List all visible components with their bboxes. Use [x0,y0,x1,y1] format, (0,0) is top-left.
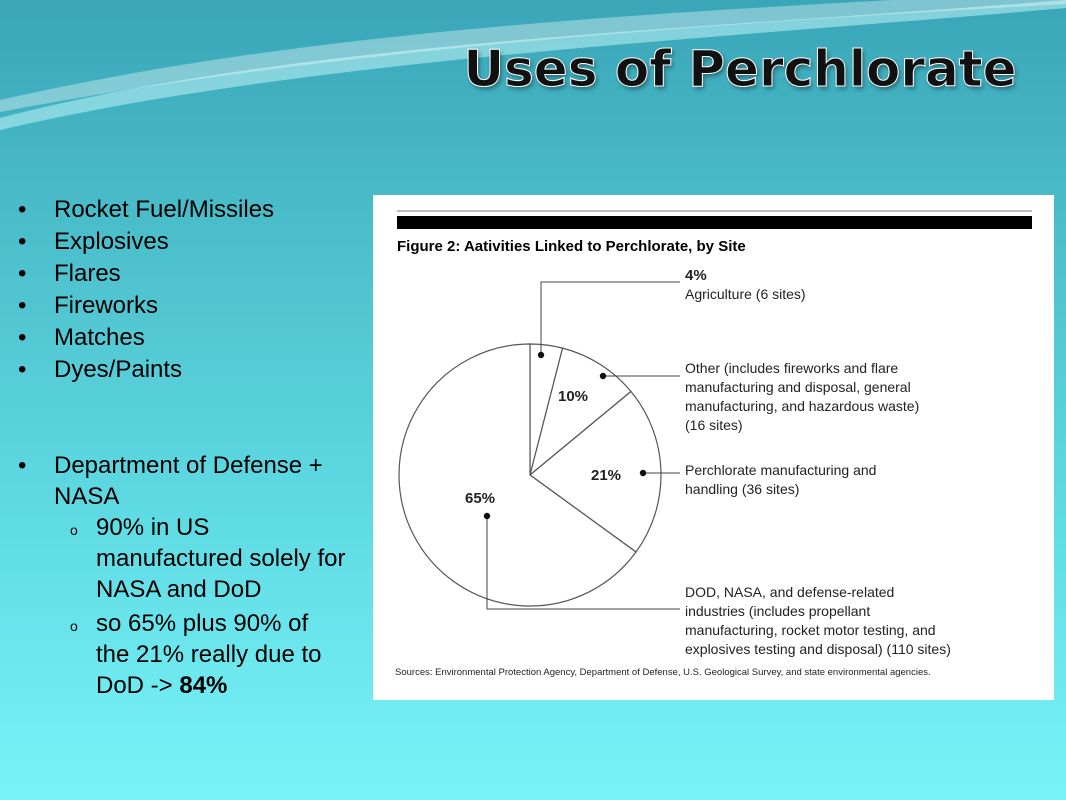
annot-other-1: Other (includes fireworks and flare [685,360,899,376]
annot-other-3: manufacturing, and hazardous waste) [685,398,920,414]
figure-pie-chart [373,195,1054,700]
sub-bullet-65-cont: the 21% really due to [96,641,322,668]
figure-source: Sources: Environmental Protection Agency, Department of Defense, U.S. Geological Survey, and state environmental agencies. [395,667,931,678]
leader-dot-perc [640,470,646,476]
annot-dod-3: manufacturing, rocket motor testing, and [685,622,936,638]
sub-bullet-65-cont: DoD -> 84% [96,672,228,699]
annot-dod-4: explosives testing and disposal) (110 sites) [685,641,951,657]
annot-dod-1: DOD, NASA, and defense-related [685,584,895,600]
annot-perc-2: handling (36 sites) [685,481,800,497]
slice-label-10: 10% [558,388,589,405]
sub-bullet-90-cont: NASA and DoD [96,576,262,603]
slice-label-21: 21% [591,467,622,484]
leader-dot-dod [484,513,490,519]
result-84: 84% [179,672,228,699]
figure-title: Figure 2: Aativities Linked to Perchlorate, by Site [397,238,746,255]
leader-agri [541,282,680,355]
leader-dot-other [600,373,606,379]
slice-label-4: 4% [685,267,707,284]
annot-perc-1: Perchlorate manufacturing and [685,462,877,478]
annot-other-4: (16 sites) [685,417,743,433]
pie-chart-svg [373,195,1054,700]
sub-bullet-65: o so 65% plus 90% of [70,610,309,637]
slide-title: Uses of Perchlorate [463,40,1017,98]
figure-top-bar [397,216,1032,229]
annot-dod-2: industries (includes propellant [685,603,871,619]
sub-bullet-90: o 90% in US [70,514,210,541]
leader-dot-agri [538,352,544,358]
annot-agri: Agriculture (6 sites) [685,286,806,302]
pie-slices [399,344,661,606]
slice-label-65: 65% [465,490,496,507]
annot-other-2: manufacturing and disposal, general [685,379,911,395]
sub-bullet-90-cont: manufactured solely for [96,545,346,572]
